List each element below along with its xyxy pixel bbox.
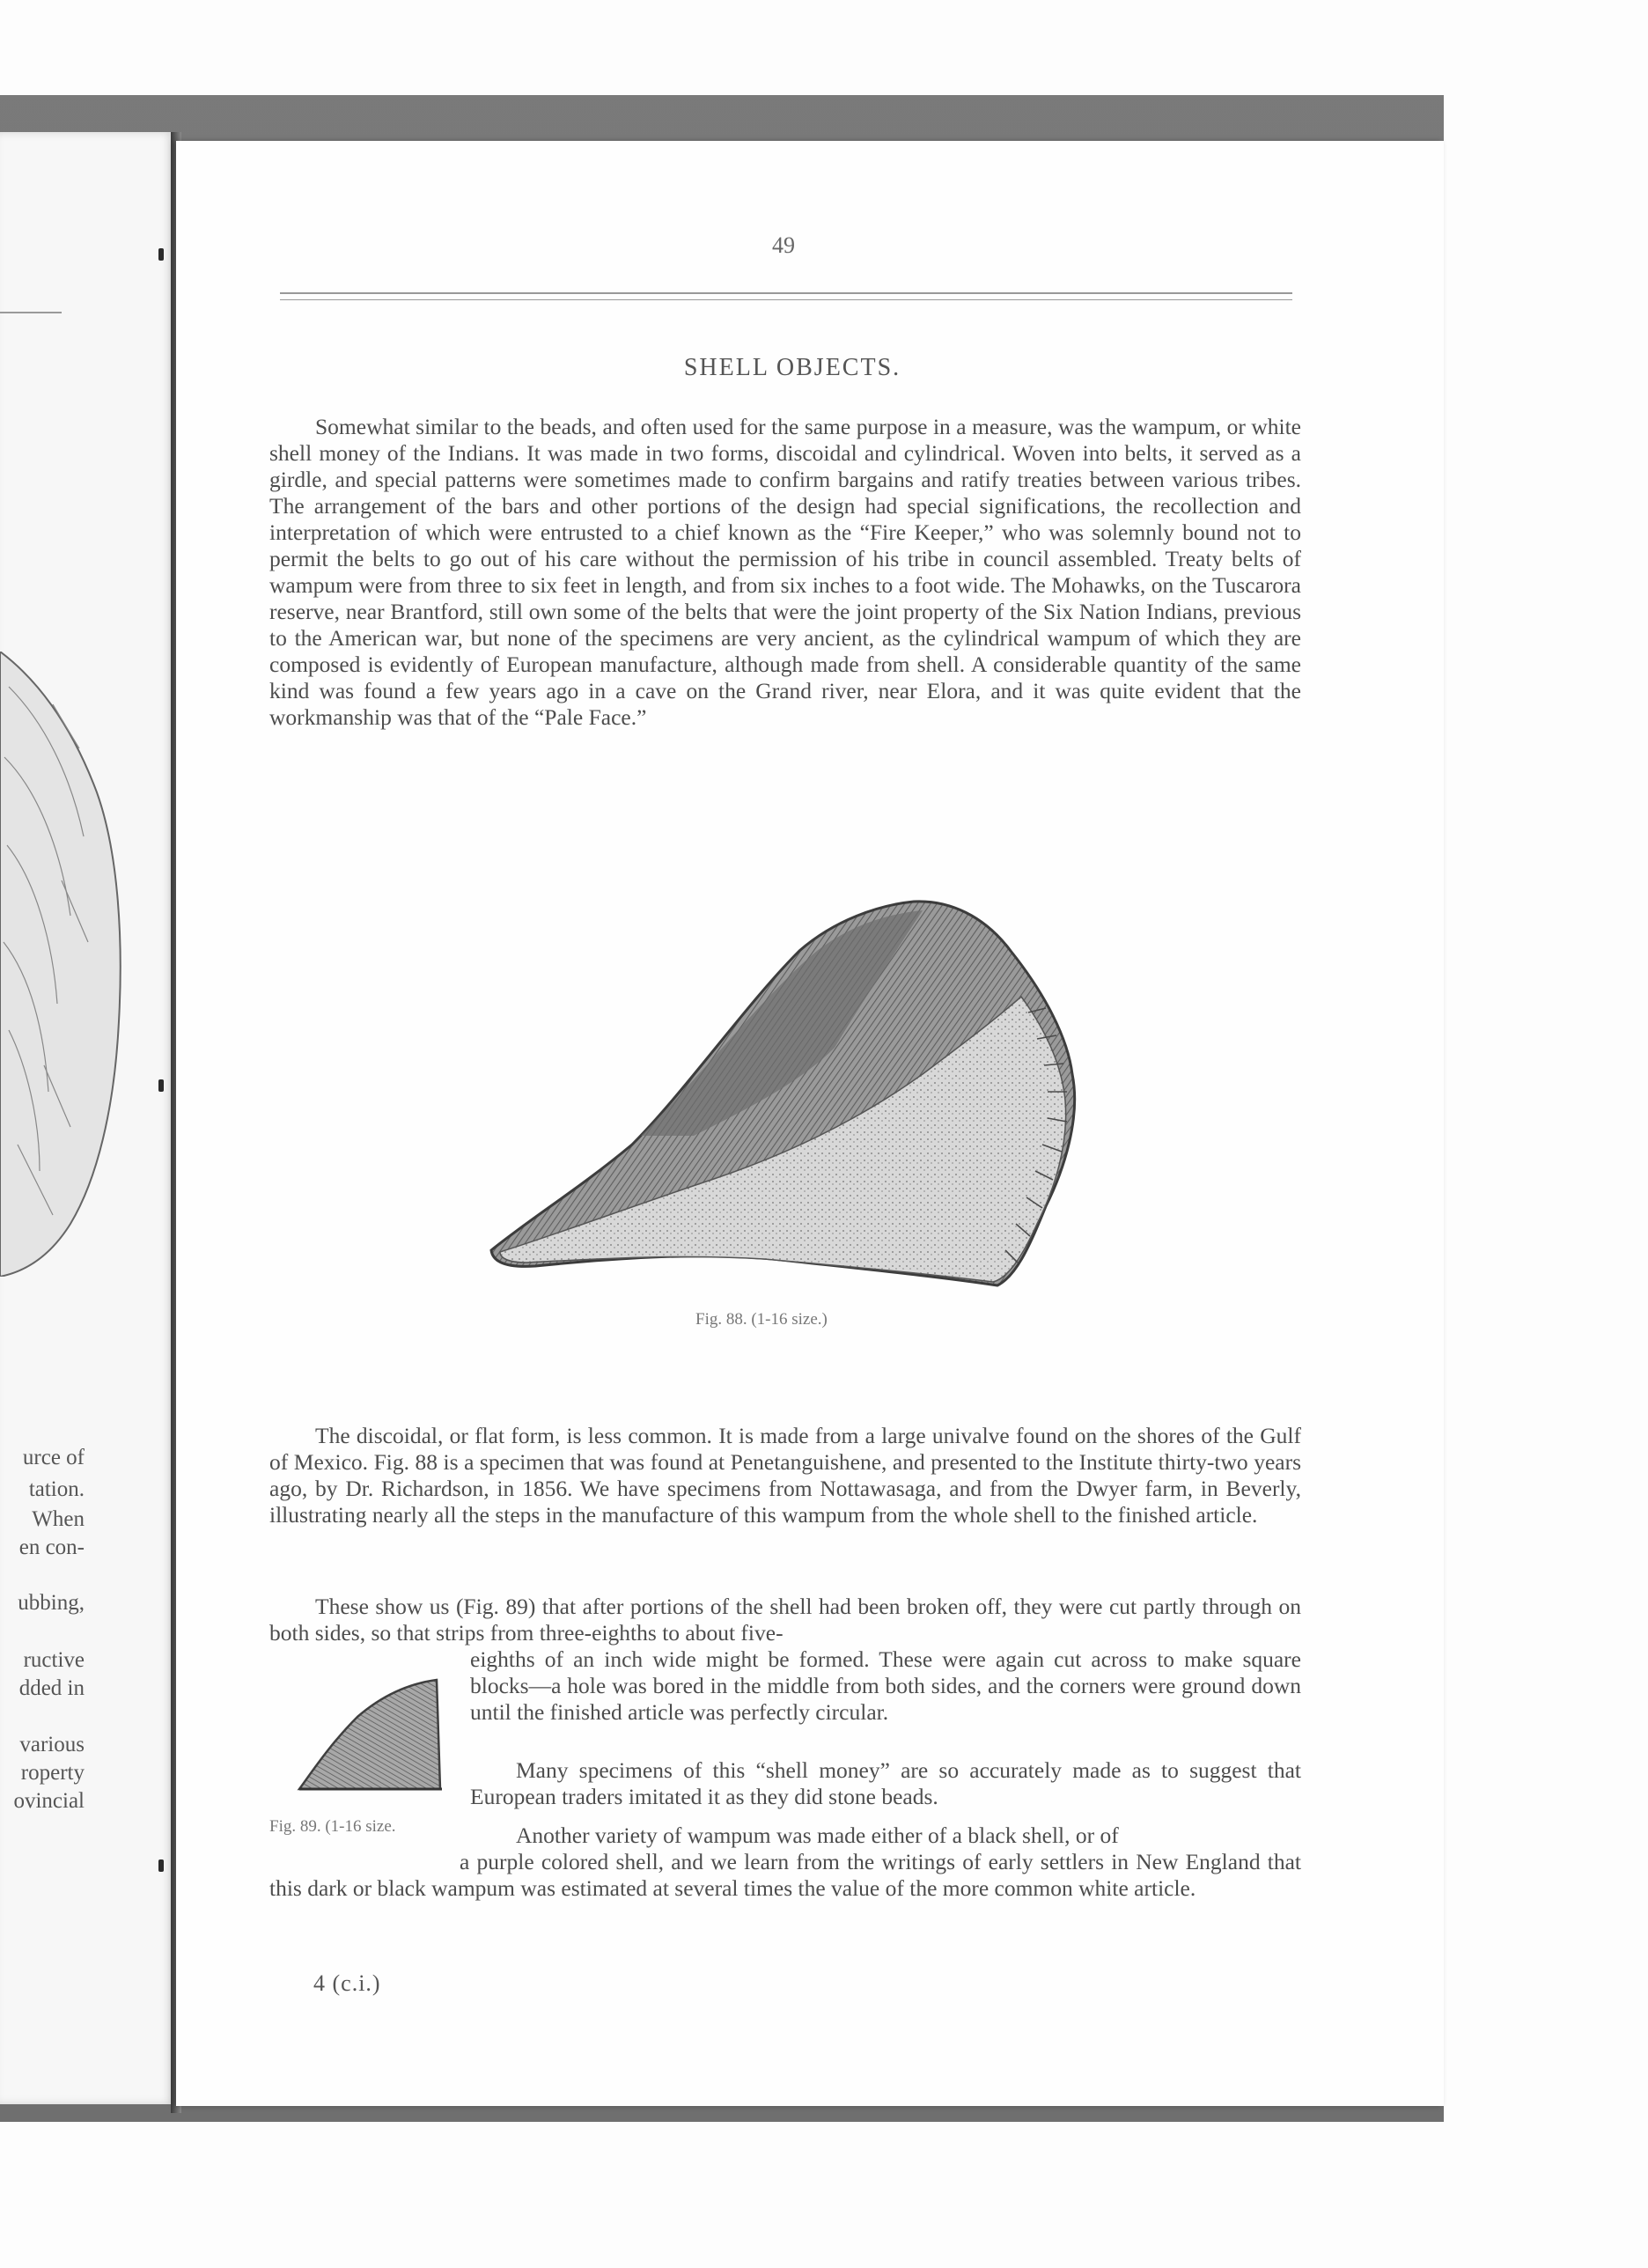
left-fragment: urce of xyxy=(22,1446,85,1469)
left-fragment: dded in xyxy=(18,1676,85,1700)
page-number: 49 xyxy=(772,232,795,258)
paragraph-discoidal xyxy=(269,1423,1301,1528)
figure-89-fragment xyxy=(296,1673,454,1796)
scan-margin-right xyxy=(1444,0,1648,2268)
spine-mark xyxy=(158,1079,164,1092)
left-fragment: tation. xyxy=(28,1477,85,1501)
left-fragment: en con- xyxy=(18,1535,85,1559)
paragraph-text: Another variety of wampum was made either of a black shell, or of xyxy=(516,1822,1119,1848)
left-fragment: When xyxy=(32,1507,85,1531)
header-rule-bottom xyxy=(280,299,1292,300)
left-fragment: ructive xyxy=(23,1648,85,1672)
paragraph-shell-money xyxy=(470,1757,1301,1810)
spine-mark xyxy=(158,1859,164,1872)
paragraph-text: Somewhat similar to the beads, and often used for the same purpose in a measure, was the wampum, or white shell money of the Indians. It was made in two forms, discoidal and cylindrical. Woven into belts, it served as a girdle, and special patterns were sometimes made to confirm bargains and ratify treaties between various tribes. The arrangement of the bars and other portions of the design had special significations, the recollection and interpretation of which were entrusted to a chief known as the “Fire Keeper,” who was solemnly bound not to permit the belts to go out of his care without the permission of his tribe in council assembled. Treaty belts of wampum were from three to six feet in length, and from six inches to a foot wide. The Mohawks, on the Tuscarora reserve, near Brantford, still own some of the belts that were the joint property of the Six Nation Indians, previous to the American war, but none of the specimens are very ancient, as the cylindrical wampum of which they are composed is evidently of European manufacture, although made from shell. A considerable quantity of the same kind was found a few years ago in a cave on the Grand river, near Elora, and it was quite evident that the workmanship was that of the “Pale Face.” xyxy=(269,414,1301,730)
signature-mark: 4 (c.i.) xyxy=(313,1970,381,1996)
scan-margin-top xyxy=(0,0,1648,95)
paragraph-blocks xyxy=(470,1646,1301,1726)
paragraph-fig89-intro xyxy=(269,1594,1301,1646)
left-fragment: roperty xyxy=(20,1761,85,1785)
header-rule-top xyxy=(280,292,1292,294)
figure-88-caption: Fig. 88. (1-16 size.) xyxy=(695,1310,828,1329)
spine-mark xyxy=(158,248,164,261)
left-page-illustration xyxy=(0,652,123,1277)
paragraph-text: These show us (Fig. 89) that after portions of the shell had been broken off, they were cut partly through on both sides, so that strips from three-eighths to about five- xyxy=(269,1594,1301,1646)
left-fragment: ovincial xyxy=(13,1789,85,1813)
paragraph-text: a purple colored shell, and we learn from the writings of early settlers in New England that this dark or black wampum was estimated at several times the value of the more common white article. xyxy=(269,1849,1301,1901)
paragraph-black-wampum-end xyxy=(269,1849,1301,1902)
figure-88-shell xyxy=(482,898,1099,1294)
paragraph-black-wampum-start xyxy=(470,1822,1301,1849)
section-heading: SHELL OBJECTS. xyxy=(683,354,901,381)
paragraph-wampum xyxy=(269,414,1301,731)
left-fragment: various xyxy=(19,1733,85,1756)
left-fragment: ubbing, xyxy=(18,1591,85,1615)
left-page-rule xyxy=(0,312,62,313)
paragraph-text: The discoidal, or flat form, is less common. It is made from a large univalve found on the shores of the Gulf of Mexico. Fig. 88 is a specimen that was found at Penetanguishene, and presented to the Institute thirty-two years ago, by Dr. Richardson, in 1856. We have specimens from Nottawasaga, and from the Dwyer farm, in Beverly, illustrating nearly all the steps in the manufacture of this wampum from the whole shell to the finished article. xyxy=(269,1423,1301,1528)
scan-margin-bottom xyxy=(0,2122,1648,2268)
figure-89-caption: Fig. 89. (1-16 size. xyxy=(269,1817,396,1836)
paragraph-text: eighths of an inch wide might be formed. These were again cut across to make square blocks—a hole was bored in the middle from both sides, and the corners were ground down until the finished article was perfectly circular. xyxy=(470,1646,1301,1725)
paragraph-text: Many specimens of this “shell money” are so accurately made as to suggest that European traders imitated it as they did stone beads. xyxy=(470,1757,1301,1809)
